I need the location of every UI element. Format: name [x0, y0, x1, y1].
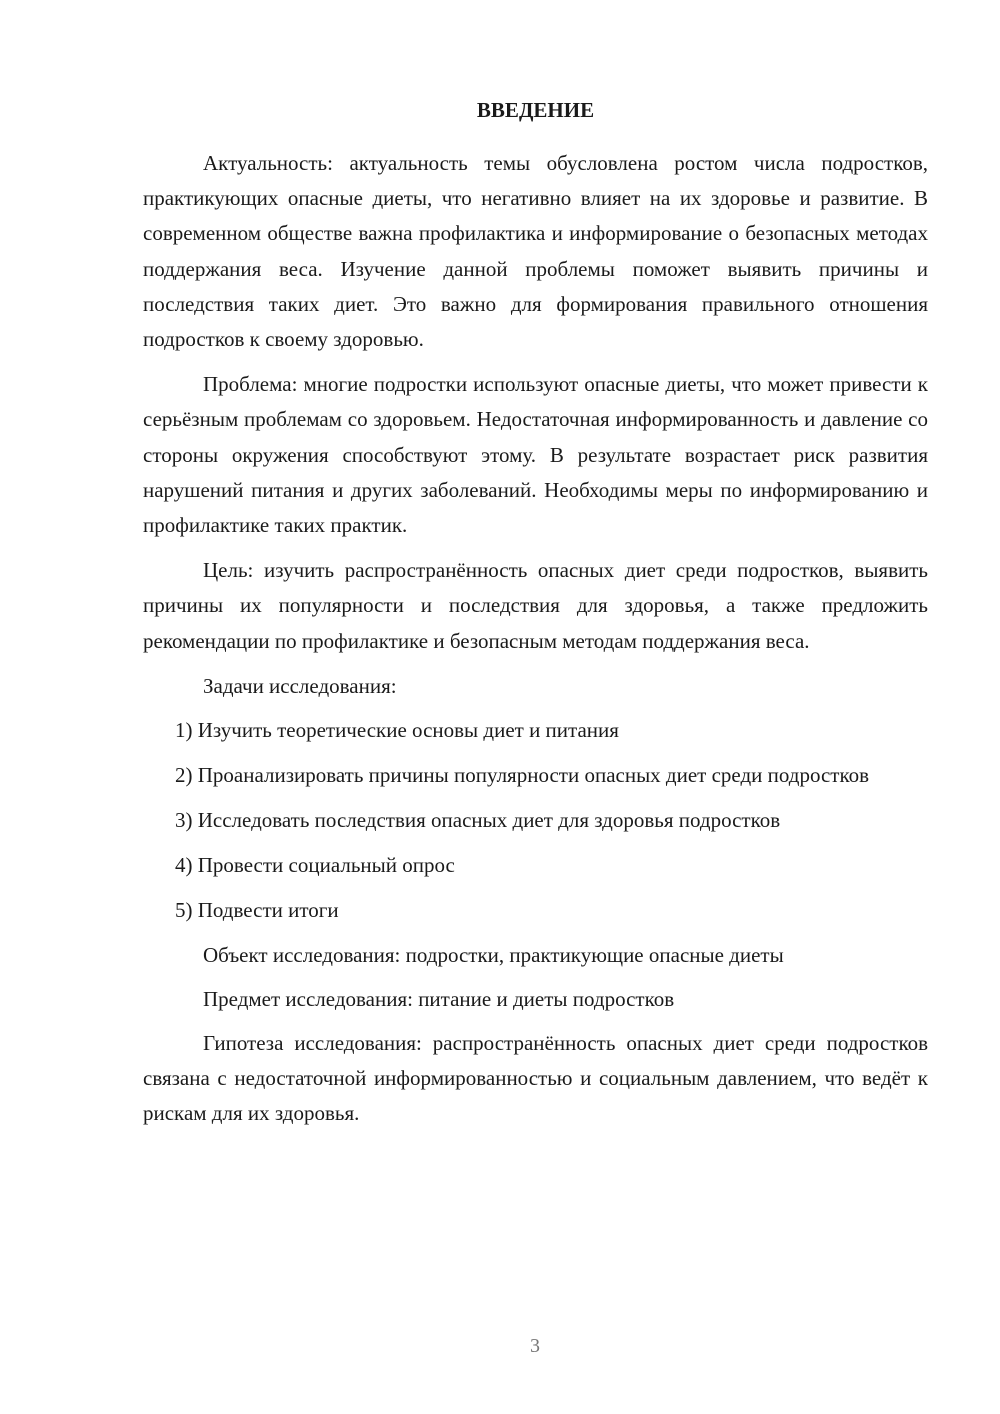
- tasks-heading: Задачи исследования:: [203, 673, 397, 698]
- page-content: [143, 92, 928, 1141]
- task-item-5: 5) Подвести итоги: [175, 897, 339, 922]
- research-object: Объект исследования: подростки, практикующие опасные диеты: [203, 942, 784, 967]
- page-number: 3: [530, 1335, 540, 1357]
- task-item-2: 2) Проанализировать причины популярности опасных диет среди подростков: [175, 762, 870, 787]
- research-subject: Предмет исследования: питание и диеты подростков: [203, 986, 675, 1011]
- section-title: ВВЕДЕНИЕ: [476, 98, 595, 122]
- task-item-4: 4) Провести социальный опрос: [175, 852, 455, 877]
- goal-paragraph: Цель: изучить распространённость опасных диет среди подростков, выявить причины их популярности и последствия для здоровья, а также предложить рекомендации по профилактике и безопасным методам поддержания веса.: [143, 558, 928, 653]
- problem-paragraph: Проблема: многие подростки используют опасные диеты, что может привести к серьёзным проблемам со здоровьем. Недостаточная информированность и давление со стороны окружения способствуют этому. В результате возрастает риск развития нарушений питания и других заболеваний. Необходимы меры по информированию и профилактике таких практик.: [143, 372, 928, 538]
- task-item-3: 3) Исследовать последствия опасных диет для здоровья подростков: [175, 807, 781, 832]
- relevance-paragraph: Актуальность: актуальность темы обусловлена ростом числа подростков, практикующих опасные диеты, что негативно влияет на их здоровье и развитие. В современном обществе важна профилактика и информирование о безопасных методах поддержания веса. Изучение данной проблемы поможет выявить причины и последствия таких диет. Это важно для формирования правильного отношения подростков к своему здоровью.: [143, 151, 928, 352]
- hypothesis-paragraph: Гипотеза исследования: распространённость опасных диет среди подростков связана с недостаточной информированностью и социальным давлением, что ведёт к рискам для их здоровья.: [143, 1030, 928, 1126]
- task-item-1: 1) Изучить теоретические основы диет и питания: [175, 717, 619, 742]
